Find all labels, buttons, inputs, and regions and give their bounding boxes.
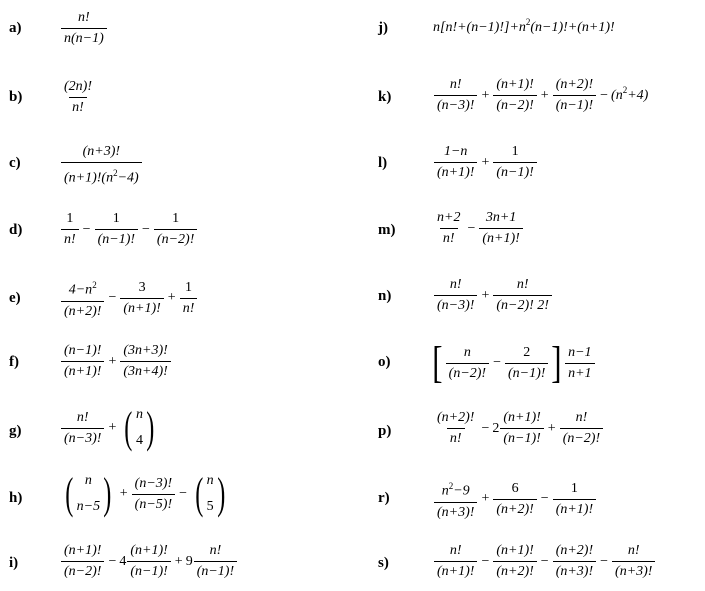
right-paren: ) — [216, 469, 226, 518]
minus-sign: − — [142, 221, 150, 237]
fraction — [127, 542, 170, 581]
expression-l — [433, 143, 538, 182]
numerator: (n+1)! — [496, 77, 534, 92]
numerator: (n+1)! — [496, 543, 534, 558]
binomial-body — [77, 473, 100, 515]
label-r: r) — [378, 490, 390, 506]
minus-sign: − — [108, 290, 117, 306]
numerator: 2 — [523, 344, 531, 360]
numerator: 1−n — [443, 144, 468, 159]
denominator: n! — [447, 428, 465, 448]
denominator: (n−1)! — [194, 561, 237, 581]
fraction — [154, 210, 197, 249]
binomial-body — [207, 473, 214, 515]
numerator — [439, 477, 473, 502]
denominator: n! — [180, 298, 198, 318]
fraction — [61, 78, 95, 117]
expression-i — [60, 542, 238, 581]
numerator: (n+3)! — [82, 144, 121, 159]
expression-p — [433, 409, 604, 448]
right-paren: ) — [103, 469, 112, 518]
binomial-body — [136, 407, 143, 449]
numerator: (n−3)! — [134, 475, 173, 491]
fraction — [194, 542, 237, 581]
exponent: 2 — [113, 168, 118, 178]
numerator: n! — [627, 543, 640, 558]
minus-sign: − — [600, 553, 609, 569]
binomial-bottom: 4 — [136, 433, 143, 448]
label-l: l) — [378, 155, 388, 171]
numerator: (n+2)! — [555, 543, 594, 558]
expression-part: (n−1)!+(n+1)! — [530, 20, 615, 35]
denominator: (n−2)! — [446, 363, 489, 383]
minus-sign: − — [540, 553, 549, 569]
coefficient: 4 — [119, 553, 127, 569]
binomial-top: n — [206, 473, 214, 488]
label-g: g) — [9, 423, 22, 439]
label-j: j) — [378, 20, 388, 36]
numerator: n! — [449, 77, 462, 92]
numerator: n! — [209, 543, 222, 558]
binomial-top: n — [136, 407, 143, 422]
numerator-part: −9 — [453, 483, 470, 499]
denominator — [61, 162, 142, 188]
fraction — [434, 409, 477, 448]
expression-h — [60, 469, 230, 518]
fraction — [560, 409, 603, 448]
expression-part: +4) — [627, 87, 649, 103]
fraction — [553, 542, 596, 581]
left-paren: ( — [195, 469, 204, 518]
left-paren: ( — [65, 469, 74, 518]
denominator: (n−1)! — [500, 428, 543, 448]
minus-sign: − — [481, 553, 490, 569]
fraction — [434, 209, 463, 248]
fraction — [61, 542, 104, 581]
numerator: 1 — [172, 211, 180, 226]
expression-n — [433, 276, 553, 315]
numerator: (n+1)! — [130, 543, 168, 558]
numerator: 3n+1 — [485, 210, 517, 225]
binomial-coefficient — [192, 469, 228, 518]
expression-c — [60, 143, 143, 188]
expression-part: (n — [611, 87, 623, 103]
fraction — [61, 9, 107, 48]
numerator: 1 — [570, 480, 578, 496]
binomial-coefficient — [121, 403, 157, 452]
coefficient: 9 — [185, 553, 193, 569]
denominator: (n+1)! — [434, 561, 477, 581]
fraction — [553, 480, 596, 519]
numerator: (3n+3)! — [123, 343, 168, 358]
numerator: 1 — [511, 144, 519, 159]
fraction — [132, 475, 175, 514]
denominator: (n−2)! — [61, 561, 104, 581]
numerator: 1 — [185, 279, 193, 295]
fraction — [434, 143, 477, 182]
exponent: 2 — [622, 84, 628, 95]
denominator: (n−3)! — [61, 428, 104, 448]
right-paren: ) — [146, 403, 155, 452]
fraction — [493, 143, 536, 182]
expression-m — [433, 209, 524, 248]
denominator: (n−2)! — [560, 428, 603, 448]
plus-sign: + — [108, 420, 117, 435]
fraction — [493, 76, 536, 115]
fraction — [434, 76, 477, 115]
fraction — [61, 276, 104, 321]
minus-sign: − — [179, 486, 188, 501]
expression-s — [433, 542, 656, 581]
numerator: n — [463, 344, 471, 360]
fraction — [61, 210, 79, 249]
numerator: 1 — [66, 211, 74, 226]
denominator: (n+1)! — [553, 499, 596, 519]
label-a: a) — [9, 20, 22, 36]
denominator: (n+2)! — [493, 561, 536, 581]
numerator: (n+1)! — [503, 410, 541, 425]
minus-sign: − — [540, 491, 549, 507]
denominator: n! — [440, 228, 458, 248]
denominator: (n−2)! — [154, 229, 197, 249]
numerator: n! — [449, 543, 462, 558]
numerator: (n−1)! — [64, 343, 102, 358]
minus-sign: − — [600, 87, 609, 103]
denominator: (n−1)! — [493, 162, 536, 182]
numerator: (2n)! — [64, 79, 92, 94]
plus-sign: + — [108, 353, 117, 369]
expression-d — [60, 210, 198, 249]
plus-sign: + — [167, 290, 176, 306]
expression-b — [60, 78, 96, 117]
fraction — [434, 276, 477, 315]
exponent: 2 — [92, 280, 97, 290]
denominator: n! — [61, 229, 79, 249]
label-c: c) — [9, 155, 21, 171]
expression-e — [60, 276, 198, 321]
denominator-part: (n+1)!(n — [64, 170, 114, 186]
denominator: (n−1)! — [505, 363, 548, 383]
minus-sign: − — [82, 221, 91, 237]
left-paren: ( — [124, 403, 133, 452]
numerator: 3 — [138, 279, 146, 295]
denominator: (n−5)! — [132, 494, 175, 514]
numerator: n! — [575, 410, 588, 425]
binomial-bottom: n−5 — [76, 499, 101, 514]
fraction — [493, 480, 536, 519]
denominator: n(n−1) — [61, 28, 107, 48]
label-s: s) — [378, 555, 389, 571]
label-h: h) — [9, 490, 23, 506]
denominator: (n−2)! 2! — [493, 295, 552, 315]
minus-sign: − — [493, 355, 501, 370]
denominator: (n+1)! — [479, 228, 522, 248]
plus-sign: + — [119, 486, 128, 501]
minus-sign: − — [467, 220, 476, 236]
fraction — [493, 542, 536, 581]
denominator: (n−2)! — [493, 95, 536, 115]
label-b: b) — [9, 89, 23, 105]
numerator: n! — [76, 409, 89, 425]
fraction — [120, 342, 170, 381]
expression-g — [60, 403, 160, 452]
label-p: p) — [378, 423, 392, 439]
fraction — [95, 210, 138, 249]
label-f: f) — [9, 354, 19, 370]
label-o: o) — [378, 354, 391, 370]
plus-sign: + — [547, 420, 556, 436]
exponent: 2 — [525, 17, 531, 27]
denominator: (n+1)! — [434, 162, 477, 182]
expression-a — [60, 9, 108, 48]
binomial-coefficient — [62, 469, 115, 518]
expression-k — [433, 76, 648, 115]
denominator: (n+3)! — [434, 502, 477, 522]
denominator: (n−1)! — [95, 229, 138, 249]
denominator: (n−3)! — [434, 95, 477, 115]
numerator: n! — [78, 10, 90, 25]
fraction — [434, 477, 477, 522]
label-i: i) — [9, 555, 19, 571]
expression-o — [430, 338, 596, 387]
fraction — [61, 143, 142, 188]
denominator: n+1 — [565, 363, 594, 383]
denominator: (n+1)! — [61, 361, 104, 381]
plus-sign: + — [540, 87, 549, 103]
left-bracket: [ — [432, 338, 443, 387]
denominator: (3n+4)! — [120, 361, 170, 381]
expression-r — [433, 477, 597, 522]
minus-sign: − — [108, 553, 117, 569]
denominator: (n+3)! — [553, 561, 596, 581]
fraction — [565, 344, 594, 383]
denominator: n! — [69, 97, 87, 117]
expression-part: n[n!+(n−1)!]+n — [433, 20, 526, 35]
denominator: (n−1)! — [553, 95, 596, 115]
fraction — [180, 279, 198, 318]
denominator: (n+1)! — [120, 298, 163, 318]
numerator — [66, 276, 100, 301]
plus-sign: + — [174, 553, 183, 569]
label-k: k) — [378, 89, 392, 105]
fraction — [493, 276, 552, 315]
plus-sign: + — [481, 154, 490, 170]
denominator: (n−3)! — [434, 295, 477, 315]
numerator: (n+1)! — [64, 543, 102, 558]
plus-sign: + — [481, 287, 490, 303]
fraction — [612, 542, 655, 581]
denominator-part: −4) — [117, 170, 139, 186]
right-bracket: ] — [551, 338, 562, 387]
fraction — [553, 76, 596, 115]
expression-f — [60, 342, 172, 381]
exponent: 2 — [448, 481, 454, 491]
denominator: (n−1)! — [127, 561, 170, 581]
numerator: (n+2)! — [555, 77, 594, 92]
label-d: d) — [9, 222, 23, 238]
denominator: (n+2)! — [493, 499, 536, 519]
numerator-part: 4−n — [68, 282, 93, 298]
fraction — [120, 279, 163, 318]
label-n: n) — [378, 288, 392, 304]
numerator: n! — [449, 277, 462, 292]
numerator: 1 — [112, 211, 120, 226]
label-e: e) — [9, 290, 21, 306]
fraction — [446, 344, 489, 383]
binomial-bottom: 5 — [206, 499, 214, 514]
label-m: m) — [378, 222, 396, 238]
minus-sign: − — [481, 420, 490, 436]
fraction — [505, 344, 548, 383]
numerator: n+2 — [437, 210, 461, 225]
expression-j — [433, 17, 615, 36]
fraction — [434, 542, 477, 581]
numerator: n! — [516, 277, 529, 292]
denominator: (n+2)! — [61, 301, 104, 321]
numerator: 6 — [511, 480, 519, 496]
fraction — [500, 409, 543, 448]
denominator: (n+3)! — [612, 561, 655, 581]
plus-sign: + — [481, 491, 490, 507]
numerator: n−1 — [568, 344, 592, 360]
numerator: (n+2)! — [437, 410, 475, 425]
fraction — [61, 342, 104, 381]
coefficient: 2 — [492, 420, 500, 436]
fraction — [61, 409, 104, 448]
fraction — [479, 209, 522, 248]
binomial-top: n — [84, 473, 92, 488]
plus-sign: + — [481, 87, 490, 103]
numerator-part: n — [441, 483, 449, 499]
